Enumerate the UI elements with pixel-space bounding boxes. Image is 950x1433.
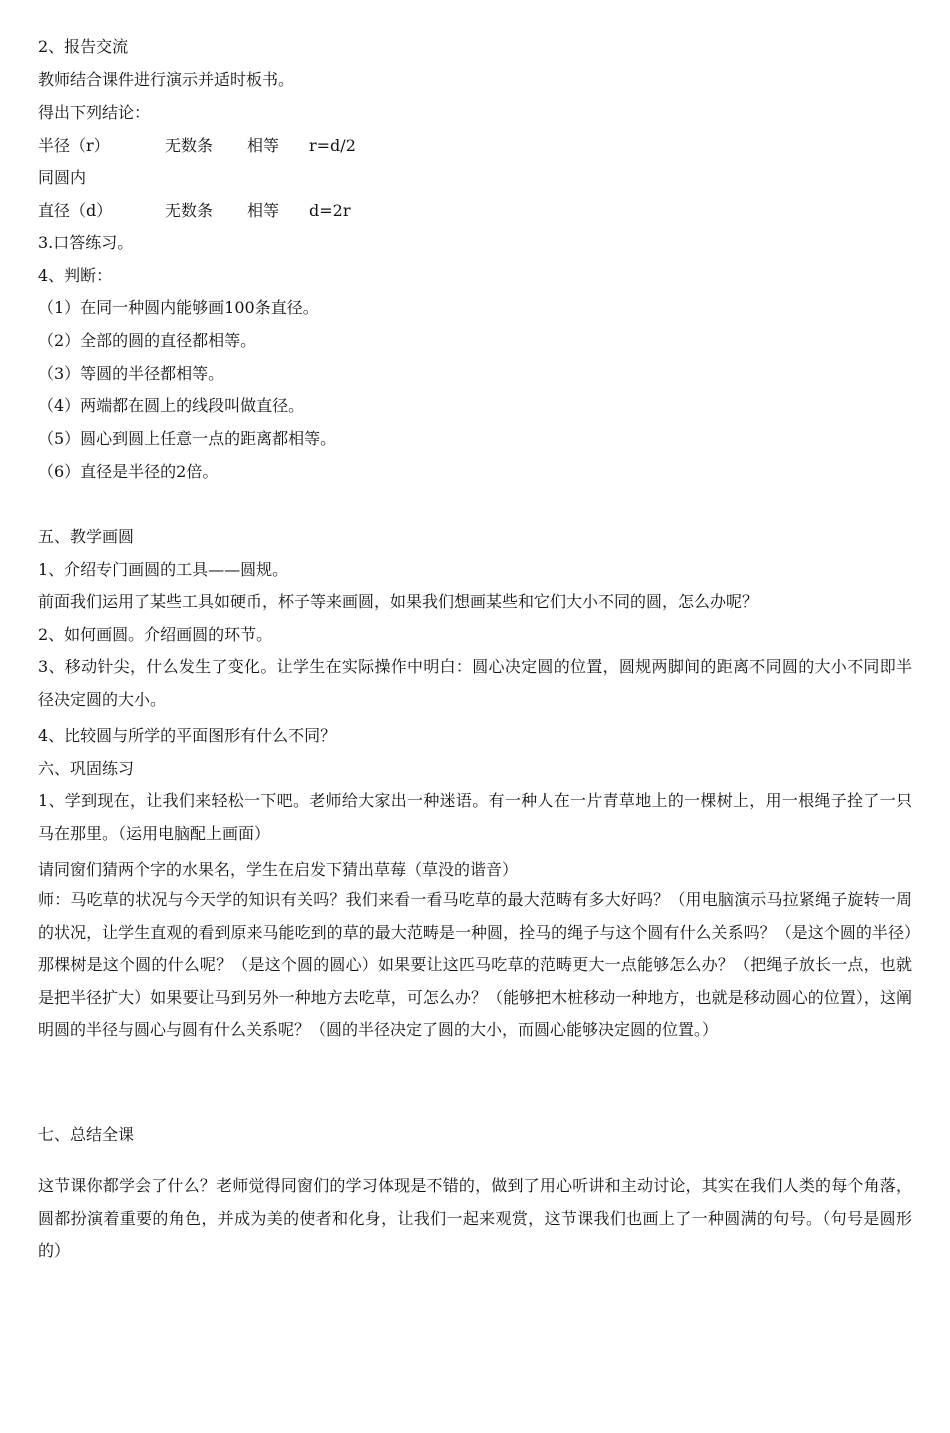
judge-item: （5）圆心到圆上任意一点的距离都相等。: [38, 429, 337, 448]
section-title: 五、教学画圆: [38, 527, 135, 546]
paragraph: 2、如何画圆。介绍画圆的环节。: [38, 625, 273, 644]
count: 无数条: [165, 201, 214, 220]
paragraph: 这节课你都学会了什么？老师觉得同窗们的学习体现是不错的，做到了用心听讲和主动讨论，其实在我们人类的每个角落，圆都扮演着重要的角色，并成为美的使者和化身，让我们一起来观赏，这节课我们也画上了一种圆满的句号。（句号是圆形的）: [38, 1176, 912, 1260]
judge-item: （3）等圆的半径都相等。: [38, 364, 225, 383]
section-heading: 4、判断：: [38, 266, 113, 285]
formula: d=2r: [309, 201, 351, 220]
judge-item: （2）全部的圆的直径都相等。: [38, 331, 257, 350]
conclusion-label: 同圆内: [38, 168, 87, 187]
judge-item: （1）在同一种圆内能够画100条直径。: [38, 298, 319, 317]
paragraph: 师：马吃草的状况与今天学的知识有关吗？我们来看一看马吃草的最大范畴有多大好吗？（用电脑演示马拉紧绳子旋转一周的状况，让学生直观的看到原来马能吃到的草的最大范畴是一种圆，拴马的绳子与这个圆有什么关系吗？（是这个圆的半径）那棵树是这个圆的什么呢？（是这个圆的圆心）如果要让这匹马吃草的范畴更大一点能够怎么办？（把绳子放长一点，也就是把半径扩大）如果要让马到另外一种地方去吃草，可怎么办？（能够把木桩移动一种地方，也就是移动圆心的位置），这阐明圆的半径与圆心与圆有什么关系呢？（圆的半径决定了圆的大小，而圆心能够决定圆的位置。）: [38, 890, 912, 1039]
paragraph: 前面我们运用了某些工具如硬币，杯子等来画圆，如果我们想画某些和它们大小不同的圆，怎么办呢？: [38, 592, 759, 611]
section-title: 七、总结全课: [38, 1125, 135, 1144]
paragraph: 请同窗们猜两个字的水果名，学生在启发下猜出草莓（草没的谐音）: [38, 860, 519, 879]
term: 半径（r）: [38, 136, 110, 155]
judge-item: （6）直径是半径的2倍。: [38, 462, 219, 481]
judge-item: （4）两端都在圆上的线段叫做直径。: [38, 396, 305, 415]
section-title: 六、巩固练习: [38, 759, 135, 778]
count: 无数条: [165, 136, 214, 155]
paragraph: 1、介绍专门画圆的工具——圆规。: [38, 560, 289, 579]
paragraph: 1、学到现在，让我们来轻松一下吧。老师给大家出一种迷语。有一种人在一片青草地上的一棵树上，用一根绳子拴了一只马在那里。（运用电脑配上画面）: [38, 791, 912, 843]
property: 相等: [247, 136, 280, 155]
paragraph: 得出下列结论：: [38, 103, 151, 122]
section-heading: 2、报告交流: [38, 37, 129, 56]
paragraph: 教师结合课件进行演示并适时板书。: [38, 70, 295, 89]
property: 相等: [247, 201, 280, 220]
formula: r=d/2: [309, 136, 356, 155]
term: 直径（d）: [38, 201, 113, 220]
section-heading: 3.口答练习。: [38, 233, 134, 252]
paragraph: 4、比较圆与所学的平面图形有什么不同？: [38, 726, 337, 745]
paragraph: 3、移动针尖，什么发生了变化。让学生在实际操作中明白：圆心决定圆的位置，圆规两脚间的距离不同圆的大小不同即半径决定圆的大小。: [38, 657, 912, 709]
